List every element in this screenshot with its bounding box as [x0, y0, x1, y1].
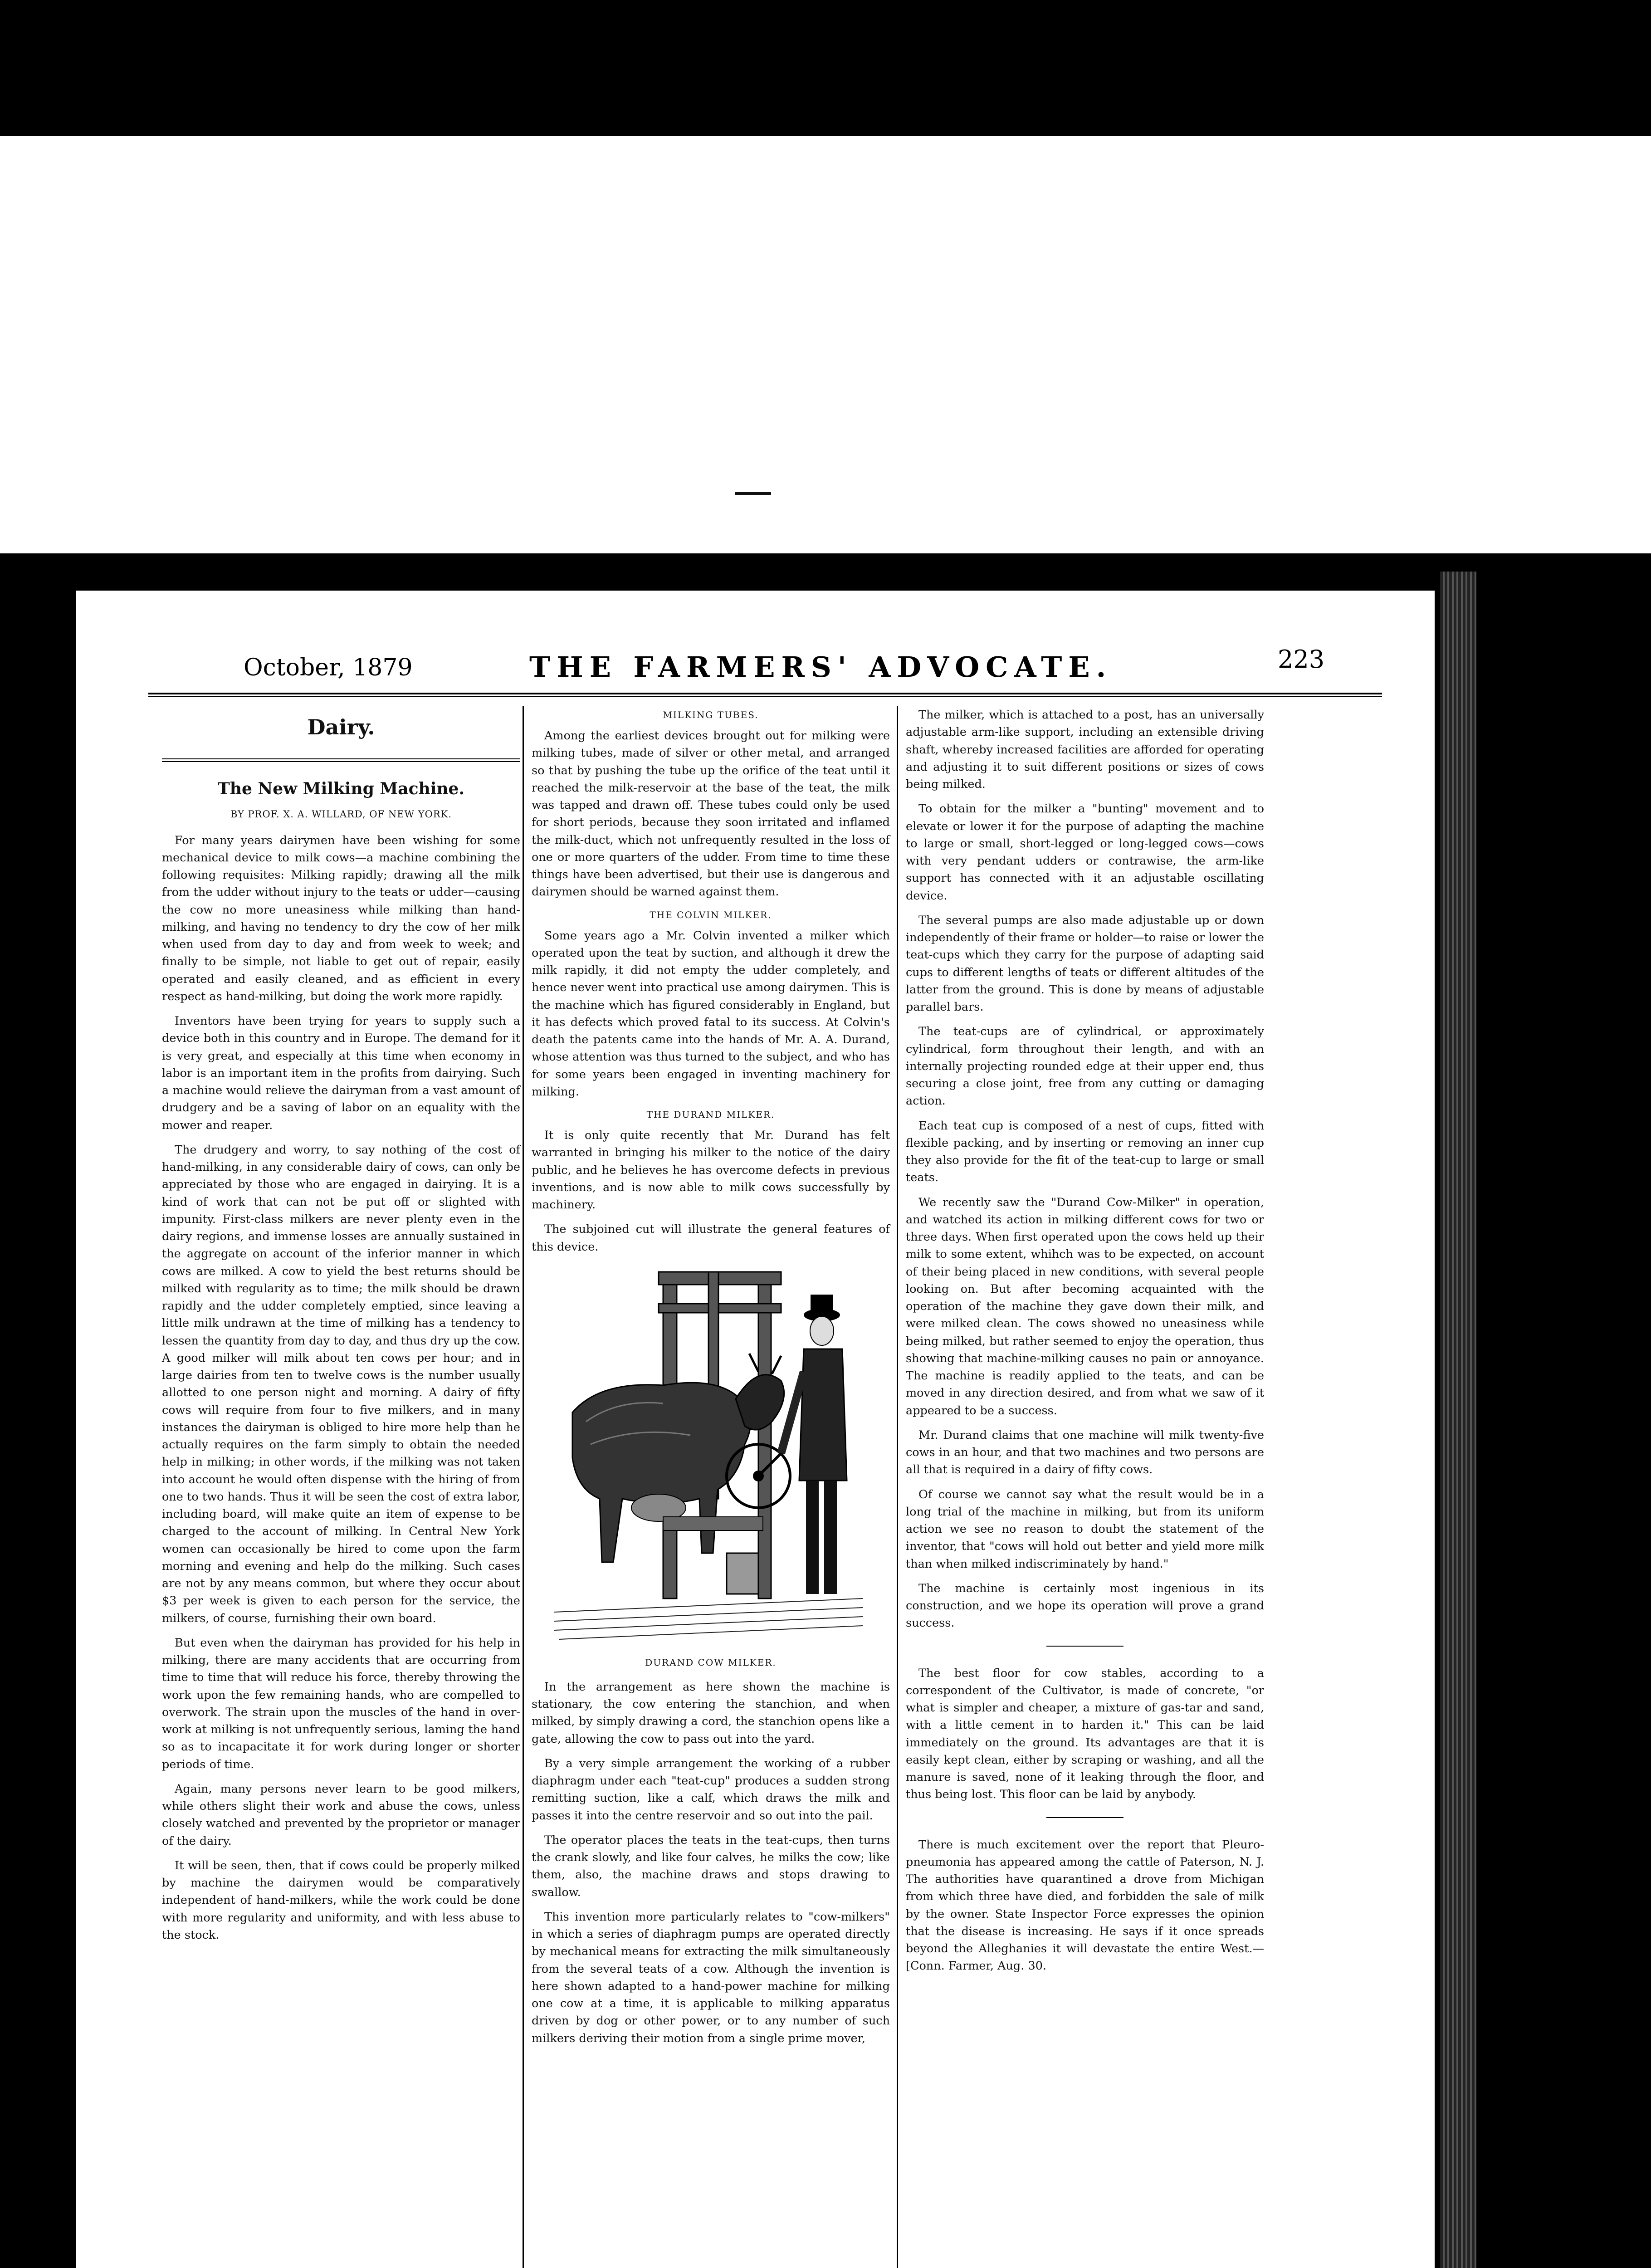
paragraph: It will be seen, then, that if cows could be properly milked by machine the dairymen would be comparatively independent of hand-milkers, while the work could be done with more regularity and uniformity, and with less abuse to the stock. — [162, 1858, 520, 1942]
book-page-edges — [1440, 572, 1476, 2268]
newspaper-page — [70, 585, 1440, 2268]
subheading: THE COLVIN MILKER. — [650, 909, 772, 920]
note-cow-stable-floor: The best floor for cow stables, according to a correspondent of the Cultivator, is made of concrete, "or what is simpler and cheaper, a mixture of gas-tar and sand, with a little cement in to harden it." This can be laid immediately on the ground. Its advantages are that it is easily kept clean, either by scraping or washing, and all the manure is saved, none of it leaking through the floor, and thus being lost. This floor can be laid by anybody. — [906, 1666, 1264, 1802]
header-rule — [148, 693, 1382, 697]
paragraph: We recently saw the "Durand Cow-Milker" in operation, and watched its action in milking different cows for two or three days. When first operated upon the cows held up their milk to some extent, whihch was to be expected, on account of their being placed in new conditions, with several people looking on. But after becoming acquainted with the operation of the machine they gave down their milk, and were milked clean. The cows showed no uneasiness while being milked, but rather seemed to enjoy the operation, thus showing that machine-milking causes no pain or annoyance. The machine is readily applied to the teats, and can be moved in any direction desired, and from what we saw of it appeared to be a success. — [906, 1195, 1264, 1418]
masthead: THE FARMERS' ADVOCATE. — [529, 650, 1113, 684]
figure-caption: DURAND COW MILKER. — [645, 1657, 777, 1668]
paragraph: The subjoined cut will illustrate the general features of this device. — [532, 1222, 890, 1254]
article-title: The New Milking Machine. — [218, 779, 464, 798]
paragraph: To obtain for the milker a "bunting" movement and to elevate or lower it for the purpose of adapting the machine to large or small, short-legged or long-legged cows—cows with very pendant udders or contrawise, the arm-like support has connected with it an adjustable oscillating device. — [906, 802, 1264, 903]
paragraph: But even when the dairyman has provided for his help in milking, there are many accidents that are occurring from time to time that will reduce his force, thereby throwing the work upon the few remaining hands, who are compelled to overwork. The strain upon the muscles of the hand in over-work at milking is not unfrequently serious, laming the hand so as to incapacitate it for work during longer or shorter periods of time. — [162, 1636, 520, 1771]
paragraph: Inventors have been trying for years to supply such a device both in this country and in Europe. The demand for it is very great, and especially at this time when economy in labor is an important item in the profits from dairying. Such a machine would relieve the dairyman from a vast amount of drudgery and be a saving of labor on an equality with the mower and reaper. — [162, 1014, 520, 1132]
section-title: Dairy. — [307, 715, 375, 739]
column-3 — [906, 706, 1264, 1982]
paragraph: The machine is certainly most ingenious in its construction, and we hope its operation will prove a grand success. — [906, 1581, 1264, 1630]
paragraph: Among the earliest devices brought out for milking were milking tubes, made of silver or other metal, and arranged so that by pushing the tube up the orifice of the teat until it reached the milk-reservoir at the base of the teat, the milk was tapped and drawn off. These tubes could only be used for short periods, because they soon irritated and inflamed the milk-duct, which not unfrequently resulted in the loss of one or more quarters of the udder. From time to time these things have been advertised, but their use is dangerous and dairymen should be warned against them. — [532, 729, 890, 899]
scan-artifact — [735, 492, 771, 495]
column-divider — [897, 706, 898, 2268]
column-1 — [162, 706, 520, 1951]
page-number: 223 — [1278, 645, 1325, 674]
rule — [162, 758, 520, 759]
issue-date: October, 1879 — [244, 654, 413, 681]
milking-machine-engraving — [545, 1263, 876, 1653]
paragraph: The milker, which is attached to a post, has an universally adjustable arm-like support, including an extensible driving shaft, whereby increased facilities are afforded for operating and adjusting it to suit different positions or sizes of cows being milked. — [906, 708, 1264, 791]
paragraph: For many years dairymen have been wishing for some mechanical device to milk cows—a machine combining the following requisites: Milking rapidly; drawing all the milk from the udder without injury to the teats or udder—causing the cow no more uneasiness while milking than hand-milking, and having no tendency to dry the cow of her milk when used from day to day and from week to week; and finally to be simple, not liable to get out of repair, easily operated and easily cleaned, and as efficient in every respect as hand-milking, but doing the work more rapidly. — [162, 833, 520, 1003]
paragraph: Mr. Durand claims that one machine will milk twenty-five cows in an hour, and that two machines and two persons are all that is required in a dairy of fifty cows. — [906, 1428, 1264, 1477]
separator — [1046, 1817, 1123, 1818]
subheading: THE DURAND MILKER. — [646, 1109, 775, 1120]
paragraph: Some years ago a Mr. Colvin invented a milker which operated upon the teat by suction, and although it drew the milk rapidly, it did not empty the udder completely, and hence never went into practical use among dairymen. This is the machine which has figured considerably in England, but it has defects which proved fatal to its success. At Colvin's death the patents came into the hands of Mr. A. A. Durand, whose attention was thus turned to the subject, and who has for some years been engaged in inventing machinery for milking. — [532, 929, 890, 1099]
paragraph: The several pumps are also made adjustable up or down independently of their frame or holder—to raise or lower the teat-cups which they carry for the purpose of adapting said cups to different lengths of teats or different altitudes of the latter from the ground. This is done by means of adjustable parallel bars. — [906, 913, 1264, 1014]
paragraph: The operator places the teats in the teat-cups, then turns the crank slowly, and like four calves, he milks the cow; like them, also, the machine draws and stops drawing to swallow. — [532, 1833, 890, 1899]
rule — [162, 761, 520, 762]
paragraph: Each teat cup is composed of a nest of cups, fitted with flexible packing, and by inserting or removing an inner cup they also provide for the fit of the teat-cup to large or small teats. — [906, 1119, 1264, 1185]
paragraph: Again, many persons never learn to be good milkers, while others slight their work and abuse the cows, unless closely watched and prevented by the proprietor or manager of the dairy. — [162, 1782, 520, 1848]
separator — [1046, 1646, 1123, 1647]
paragraph: It is only quite recently that Mr. Durand has felt warranted in bringing his milker to the notice of the dairy public, and he believes he has overcome defects in previous inventions, and is now able to milk cows successfully by machinery. — [532, 1129, 890, 1212]
scan-margin-top — [0, 136, 1651, 553]
paragraph: The drudgery and worry, to say nothing of the cost of hand-milking, in any considerable dairy of cows, can only be appreciated by those who are engaged in dairying. It is a kind of work that can not be put off or slighted with impunity. First-class milkers are never plenty even in the dairy regions, and immense losses are annually sustained in the aggregate on account of the inferior manner in which cows are milked. A cow to yield the best returns should be milked with regularity as to time; the milk should be drawn rapidly and the udder completely emptied, since leaving a little milk undrawn at the time of milking has a tendency to lessen the quantity from day to day, and thus dry up the cow. A good milker will milk about ten cows per hour; and in large dairies from ten to twelve cows is the number usually allotted to one person night and morning. A dairy of fifty cows will require from four to five milkers, and in many instances the dairyman is obliged to hire more help than he actually requires on the farm simply to obtain the needed help in milking; in other words, if the milking was not taken into account he would often dispense with the hiring of from one to two hands. Thus it will be seen the cost of extra labor, including board, will make quite an item of expense to be charged to the account of milking. In Central New York women can occasionally be hired to come upon the farm morning and evening and help do the milking. Such cases are not by any means common, but where they occur about $3 per week is given to each person for the service, the milkers, of course, furnishing their own board. — [162, 1143, 520, 1625]
paragraph: By a very simple arrangement the working of a rubber diaphragm under each "teat-cup" produces a sudden strong remitting suction, like a calf, which draws the milk and passes it into the centre reservoir and so out into the pail. — [532, 1756, 890, 1823]
paragraph: In the arrangement as here shown the machine is stationary, the cow entering the stanchion, and when milked, by simply drawing a cord, the stanchion opens like a gate, allowing the cow to pass out into the yard. — [532, 1680, 890, 1746]
byline: BY PROF. X. A. WILLARD, OF NEW YORK. — [230, 809, 452, 820]
subheading: MILKING TUBES. — [663, 709, 759, 720]
column-2 — [532, 706, 890, 2054]
column-divider — [523, 706, 524, 2268]
paragraph: This invention more particularly relates to "cow-milkers" in which a series of diaphragm pumps are operated directly by mechanical means for extracting the milk simultaneously from the several teats of a cow. Although the invention is here shown adapted to a hand-power machine for milking one cow at a time, it is applicable to milking apparatus driven by dog or other power, or to any number of such milkers deriving their motion from a single prime mover, — [532, 1910, 890, 2045]
paragraph: The teat-cups are of cylindrical, or approximately cylindrical, form throughout their length, and with an internally projecting rounded edge at their upper end, thus securing a close joint, free from any cutting or damaging action. — [906, 1025, 1264, 1108]
paragraph: Of course we cannot say what the result would be in a long trial of the machine in milking, but from its uniform action we see no reason to doubt the statement of the inventor, that "cows will hold out better and yield more milk than when milked indiscriminately by hand." — [906, 1487, 1264, 1571]
page-header — [148, 640, 1373, 686]
note-pleuro-pneumonia: There is much excitement over the report that Pleuro-pneumonia has appeared among the cattle of Paterson, N. J. The authorities have quarantined a drove from Michigan from which three have died, and forbidden the sale of milk by the owner. State Inspector Force expresses the opinion that the disease is increasing. He says if it once spreads beyond the Alleghanies it will devastate the entire West.—[Conn. Farmer, Aug. 30. — [906, 1838, 1264, 1973]
